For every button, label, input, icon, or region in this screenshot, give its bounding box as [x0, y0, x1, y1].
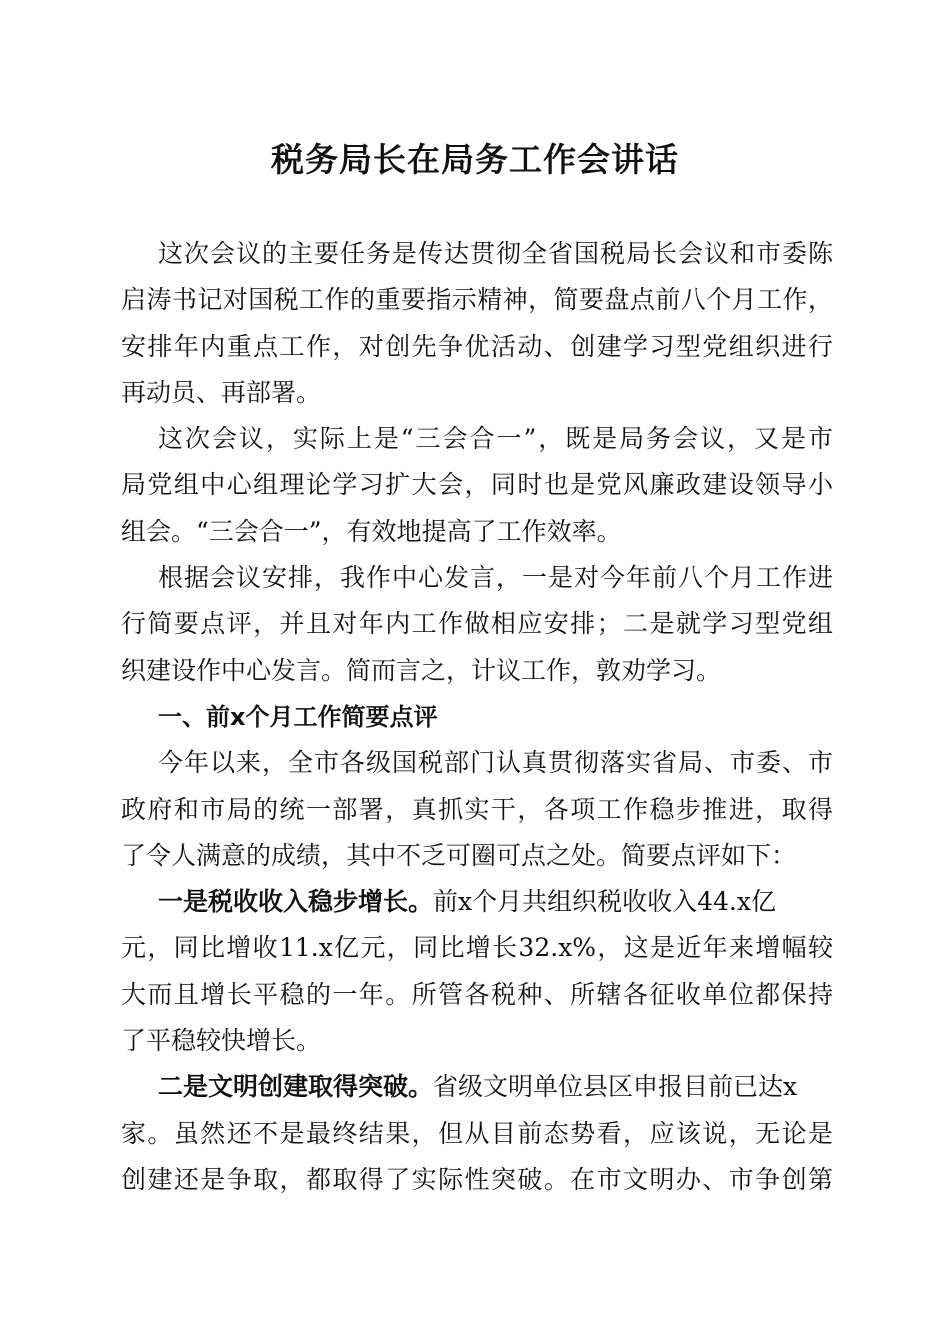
paragraph-1-line-3: 安排年内重点工作，对创先争优活动、创建学习型党组织进行	[121, 331, 833, 361]
paragraph-4-line-3: 了令人满意的成绩，其中不乏可圈可点之处。简要点评如下：	[121, 840, 797, 870]
paragraph-4-line-2: 政府和市局的统一部署，真抓实干，各项工作稳步推进，取得	[121, 794, 833, 824]
paragraph-6-line-3: 创建还是争取，都取得了实际性突破。在市文明办、市争创第	[121, 1164, 833, 1194]
paragraph-6-line-1-text: 省级文明单位县区申报目前已达x	[433, 1072, 798, 1102]
document-title: 税务局长在局务工作会讲话	[271, 140, 679, 179]
paragraph-1-line-2: 启涛书记对国税工作的重要指示精神，简要盘点前八个月工作，	[121, 285, 833, 315]
paragraph-6-line-1	[121, 1064, 833, 1110]
paragraph-5-line-1	[121, 879, 833, 925]
paragraph-6-line-2: 家。虽然还不是最终结果，但从目前态势看，应该说，无论是	[121, 1118, 833, 1148]
document-body	[121, 231, 833, 1203]
paragraph-3-line-3: 织建设作中心发言。简而言之，计议工作，敦劝学习。	[121, 655, 722, 685]
paragraph-5-line-1-text: 前x个月共组织税收收入44.x亿	[433, 887, 776, 917]
paragraph-2-line-2: 局党组中心组理论学习扩大会，同时也是党风廉政建设领导小	[121, 470, 833, 500]
paragraph-3-line-2: 行简要点评，并且对年内工作做相应安排；二是就学习型党组	[121, 609, 833, 639]
paragraph-1-line-4: 再动员、再部署。	[121, 377, 322, 407]
paragraph-5-line-3: 大而且增长平稳的一年。所管各税种、所辖各征收单位都保持	[121, 979, 833, 1009]
paragraph-5-line-4: 了平稳较快增长。	[121, 1026, 322, 1056]
paragraph-3-line-1: 根据会议安排，我作中心发言，一是对今年前八个月工作进	[158, 563, 833, 593]
paragraph-6-lead: 二是文明创建取得突破。	[158, 1072, 434, 1102]
paragraph-2-line-1: 这次会议，实际上是“三会合一”，既是局务会议，又是市	[158, 424, 833, 454]
paragraph-2-line-3: 组会。“三会合一”，有效地提高了工作效率。	[121, 516, 622, 546]
paragraph-4-line-1: 今年以来，全市各级国税部门认真贯彻落实省局、市委、市	[158, 748, 833, 778]
paragraph-1-line-1: 这次会议的主要任务是传达贯彻全省国税局长会议和市委陈	[158, 239, 833, 268]
paragraph-5-lead: 一是税收收入稳步增长。	[158, 887, 434, 917]
paragraph-5-line-2: 元，同比增收11.x亿元，同比增长32.x%，这是近年来增幅较	[121, 933, 833, 963]
section-heading-1: 一、前x个月工作简要点评	[158, 702, 438, 731]
